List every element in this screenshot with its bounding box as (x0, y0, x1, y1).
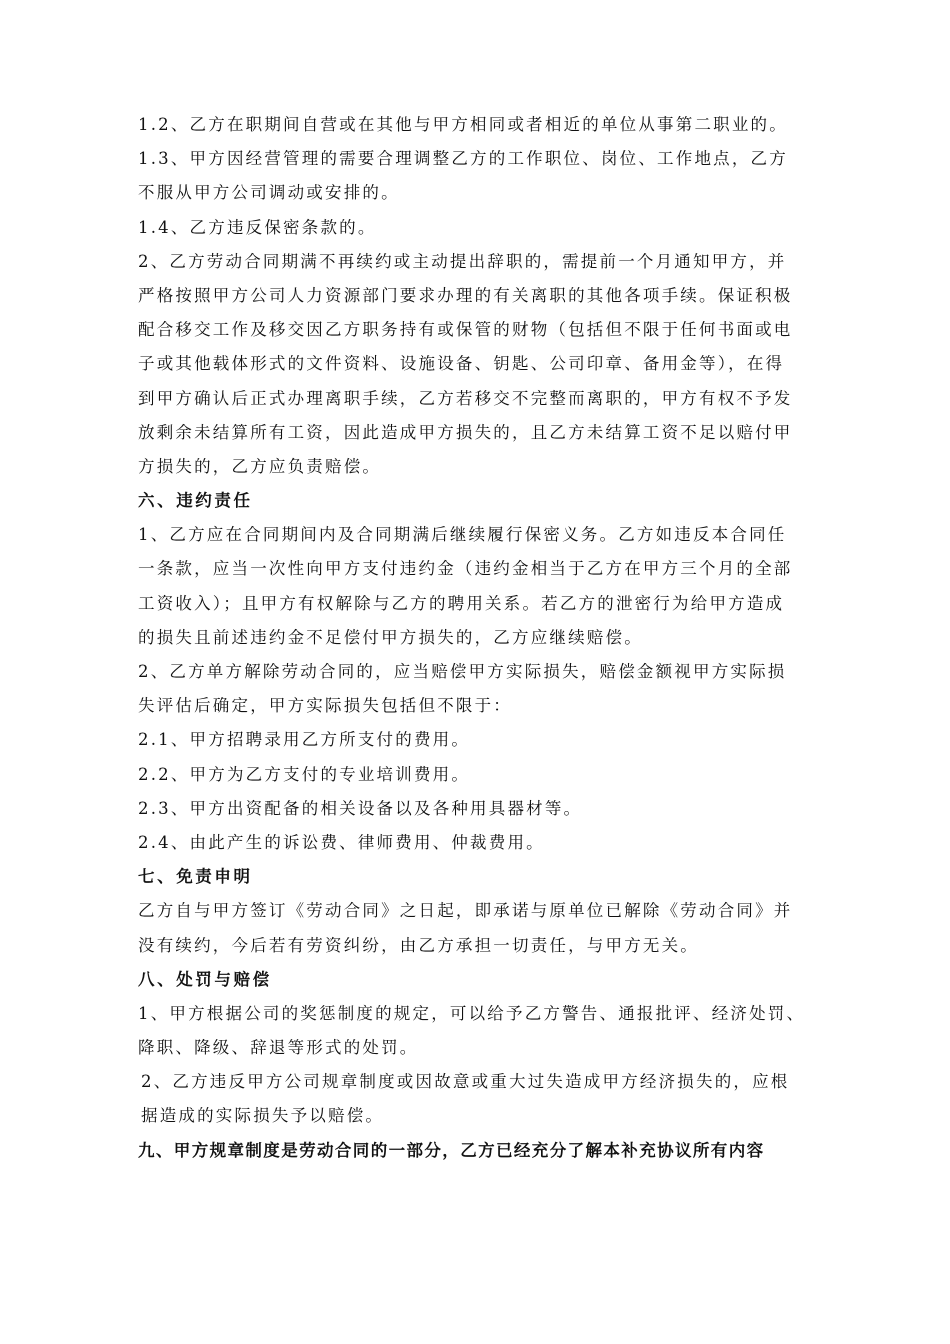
text-line: 1.4、乙方违反保密条款的。 (138, 217, 377, 237)
text-line: 乙方自与甲方签订《劳动合同》之日起，即承诺与原单位已解除《劳动合同》并 (138, 901, 793, 921)
text-line: 1.3、甲方因经营管理的需要合理调整乙方的工作职位、岗位、工作地点，乙方 (138, 149, 788, 169)
text-line: 严格按照甲方公司人力资源部门要求办理的有关离职的其他各项手续。保证积极 (138, 285, 793, 305)
text-line: 2.3、甲方出资配备的相关设备以及各种用具器材等。 (138, 798, 583, 818)
text-line: 2.4、由此产生的诉讼费、律师费用、仲裁费用。 (138, 832, 545, 852)
text-line: 放剩余未结算所有工资，因此造成甲方损失的，且乙方未结算工资不足以赔付甲 (138, 422, 793, 442)
text-line: 工资收入）；且甲方有权解除与乙方的聘用关系。若乙方的泄密行为给甲方造成 (138, 593, 785, 613)
text-line: 一条款，应当一次性向甲方支付违约金（违约金相当于乙方在甲方三个月的全部 (138, 559, 793, 579)
text-line: 到甲方确认后正式办理离职手续，乙方若移交不完整而离职的，甲方有权不予发 (138, 388, 793, 408)
text-line: 不服从甲方公司调动或安排的。 (138, 183, 400, 203)
text-line: 2、乙方单方解除劳动合同的，应当赔偿甲方实际损失，赔偿金额视甲方实际损 (138, 662, 787, 681)
section-heading: 八、处罚与赔偿 (138, 969, 272, 989)
text-line: 1、乙方应在合同期间内及合同期满后继续履行保密义务。乙方如违反本合同任 (138, 525, 787, 545)
text-line: 2、乙方劳动合同期满不再续约或主动提出辞职的，需提前一个月通知甲方，并 (138, 251, 787, 271)
text-line: 方损失的，乙方应负责赔偿。 (138, 456, 382, 476)
section-heading: 七、免责申明 (138, 867, 253, 887)
document-body (138, 108, 828, 1168)
text-line: 没有续约，今后若有劳资纠纷，由乙方承担一切责任，与甲方无关。 (138, 935, 699, 955)
section-heading: 六、违约责任 (138, 491, 253, 511)
text-line: 2.1、甲方招聘录用乙方所支付的费用。 (138, 730, 471, 750)
text-line: 的损失且前述违约金不足偿付甲方损失的，乙方应继续赔偿。 (138, 627, 643, 647)
text-line: 失评估后确定，甲方实际损失包括但不限于： (138, 696, 512, 716)
text-line: 据造成的实际损失予以赔偿。 (141, 1106, 385, 1126)
text-line: 配合移交工作及移交因乙方职务持有或保管的财物（包括但不限于任何书面或电 (138, 320, 793, 340)
text-line: 1.2、乙方在职期间自营或在其他与甲方相同或者相近的单位从事第二职业的。 (138, 115, 788, 134)
text-line: 1、甲方根据公司的奖惩制度的规定，可以给予乙方警告、通报批评、经济处罚、 (138, 1003, 806, 1023)
section-heading: 九、甲方规章制度是劳动合同的一部分，乙方已经充分了解本补充协议所有内容 (138, 1140, 765, 1160)
text-line: 2、乙方违反甲方公司规章制度或因故意或重大过失造成甲方经济损失的，应根 (141, 1072, 790, 1092)
text-line: 2.2、甲方为乙方支付的专业培训费用。 (138, 764, 471, 784)
text-line: 降职、降级、辞退等形式的处罚。 (138, 1038, 419, 1058)
text-line: 子或其他载体形式的文件资料、设施设备、钥匙、公司印章、备用金等），在得 (138, 354, 785, 374)
